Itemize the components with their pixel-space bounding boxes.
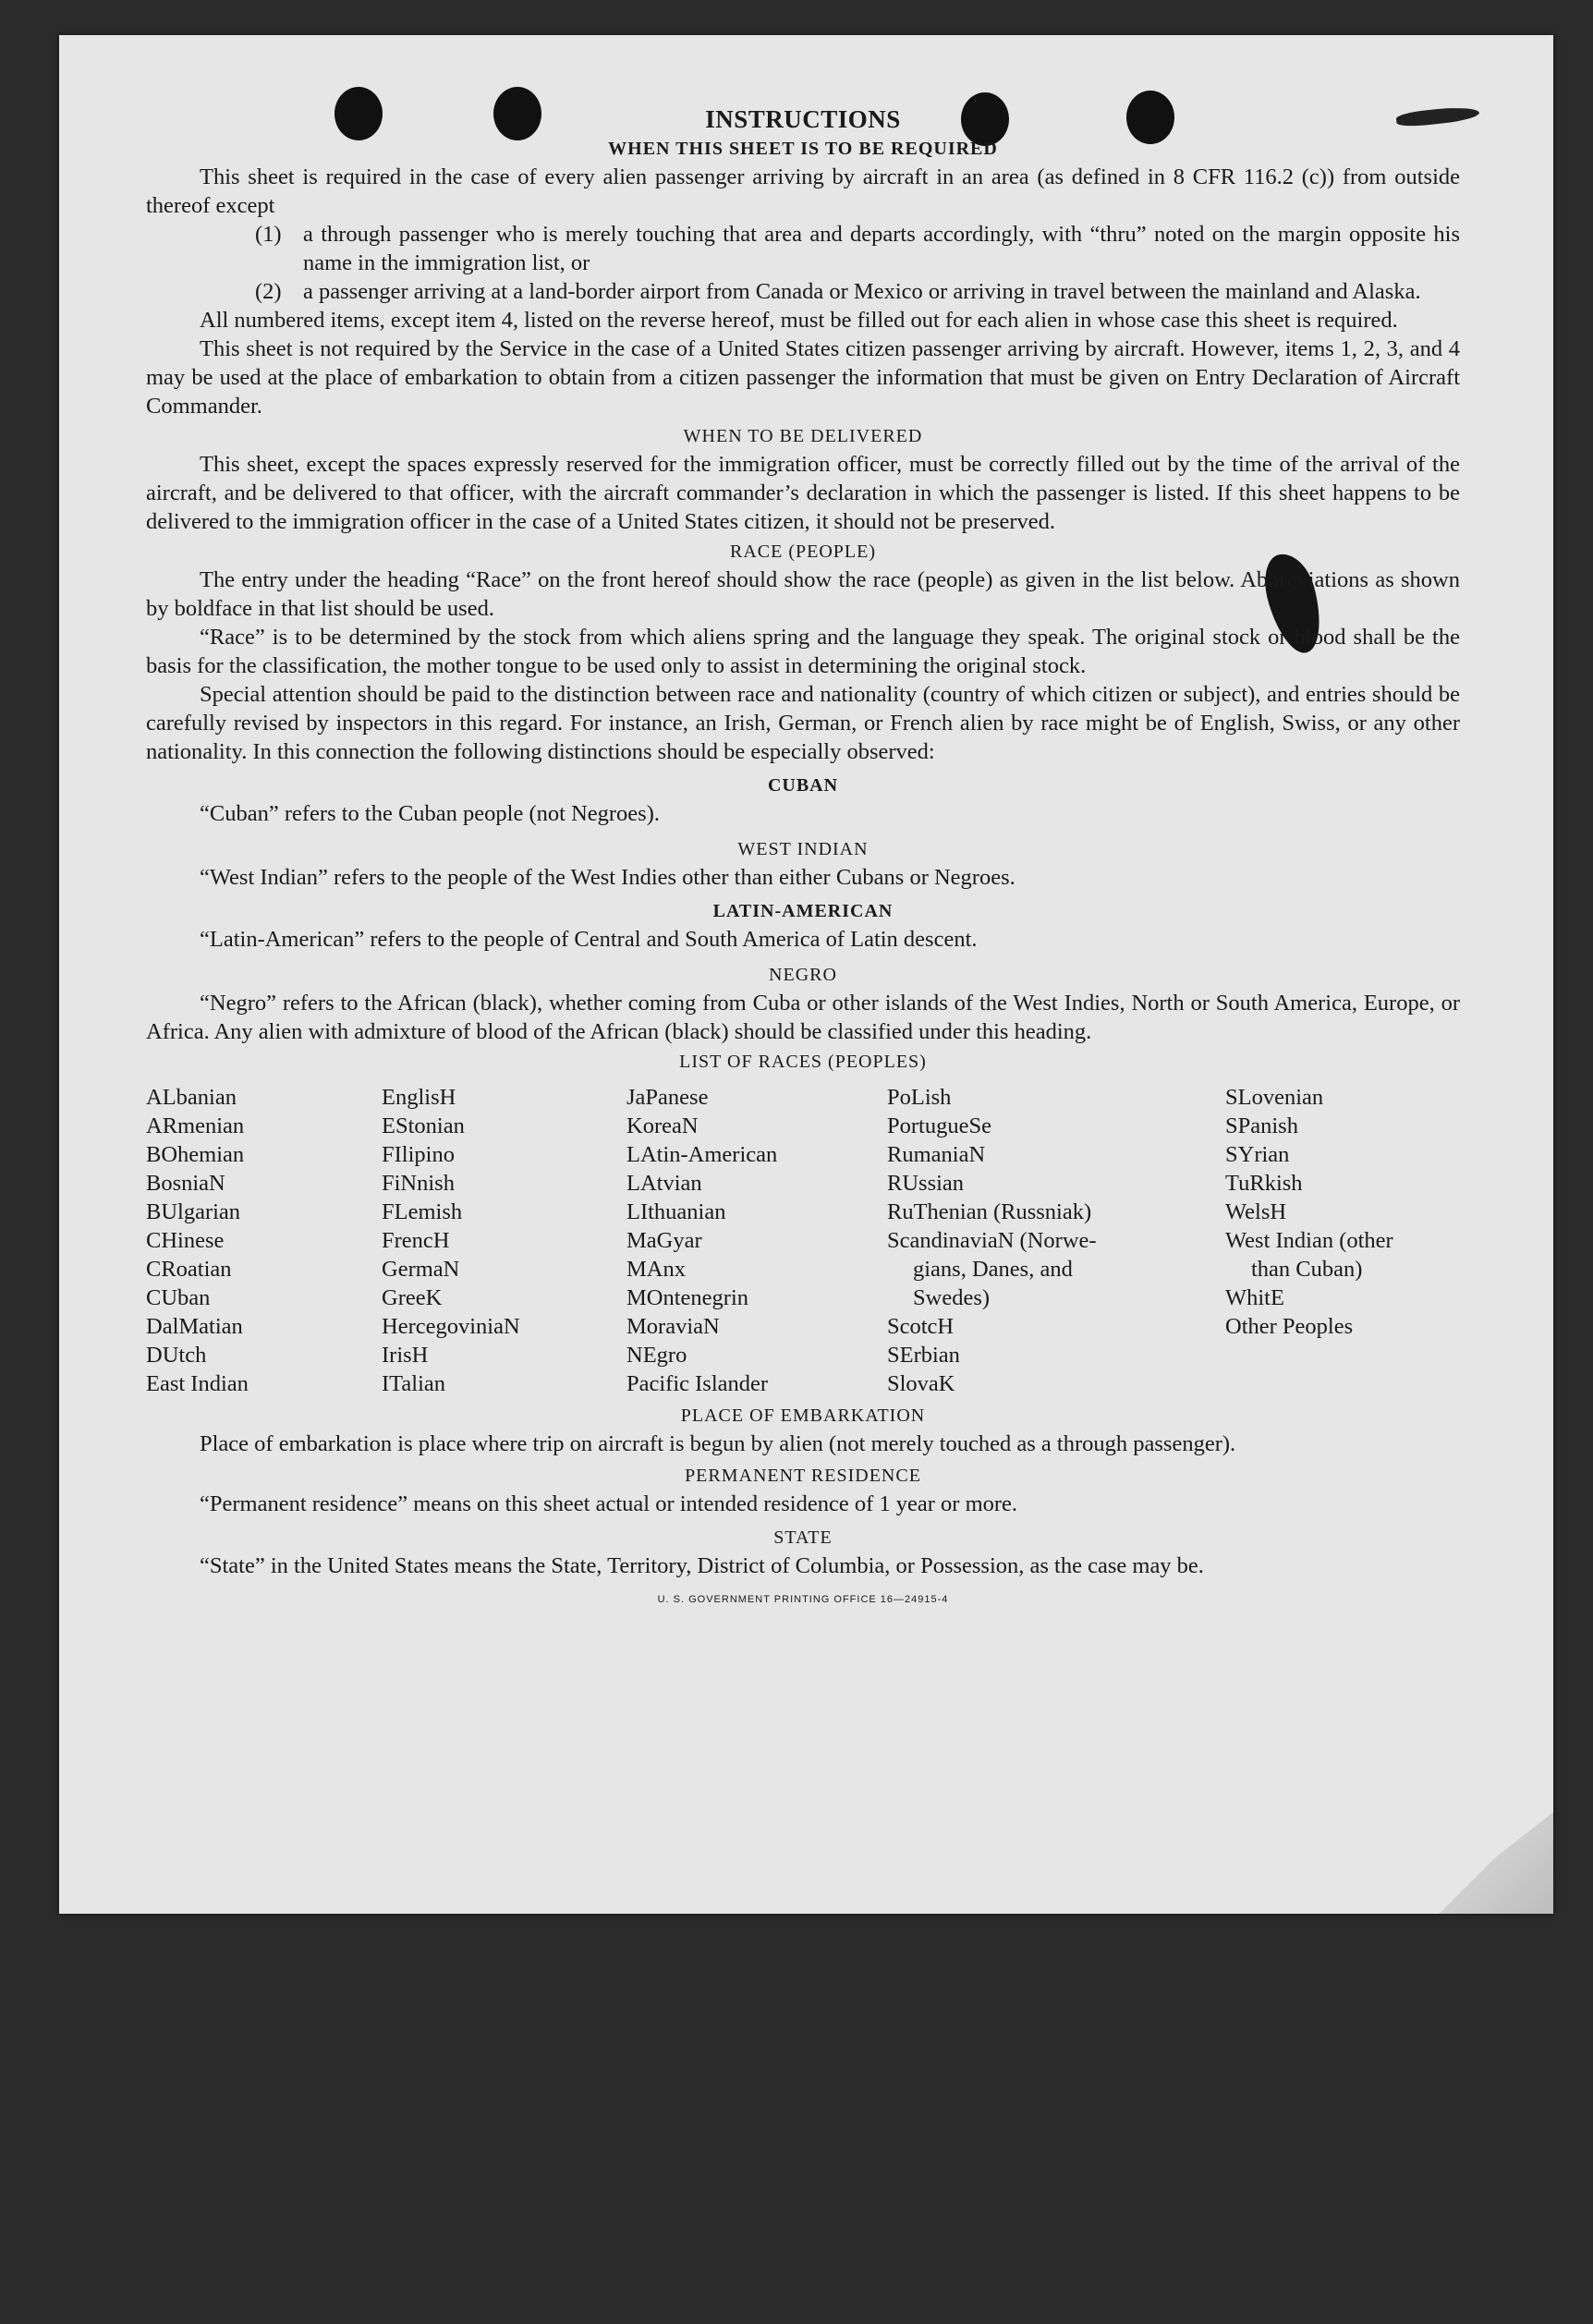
list-item: ScandinaviaN (Norwe- <box>887 1228 1097 1253</box>
paragraph: “Cuban” refers to the Cuban people (not Negroes). <box>200 801 660 826</box>
list-item: SlovaK <box>887 1371 955 1396</box>
list-item <box>255 220 1460 277</box>
list-item: CHinese <box>146 1228 225 1253</box>
paragraph: “Permanent residence” means on this sheet actual or intended residence of 1 year or more. <box>200 1491 1018 1516</box>
list-item: than Cuban) <box>1251 1257 1363 1282</box>
list-item: CRoatian <box>146 1257 232 1282</box>
list-item: PoLish <box>887 1085 952 1110</box>
list-item: JaPanese <box>626 1085 709 1110</box>
paragraph: Special attention should be paid to the distinction between race and nationality (country of which citizen or subject), and entries should be carefully revised by inspectors in this regard. For instance, an Irish, German, or French alien by race might be of English, Swiss, or any other nationality. In this connection the following distinctions should be especially observed: <box>146 682 1460 764</box>
paragraph: This sheet, except the spaces expressly reserved for the immigration officer, must be correctly filled out by the time of the arrival of the aircraft, and be delivered to that officer, with the aircraft commander’s declaration in which the passenger is listed. If this sheet happens to be delivered to the immigration officer in the case of a United States citizen, it should not be preserved. <box>146 452 1460 534</box>
list-item: ARmenian <box>146 1113 245 1138</box>
item-number: (2) <box>255 279 282 304</box>
list-item: BUlgarian <box>146 1199 241 1224</box>
list-item: PortugueSe <box>887 1113 991 1138</box>
list-item: HercegoviniaN <box>382 1314 520 1339</box>
paragraph: This sheet is required in the case of every alien passenger arriving by aircraft in an area (as defined in 8 CFR 116.2 (c)) from outside thereof except <box>146 164 1460 218</box>
list-item <box>255 277 1460 306</box>
list-item: MAnx <box>626 1257 686 1282</box>
list-item: ALbanian <box>146 1085 237 1110</box>
heading-state: STATE <box>773 1527 833 1548</box>
list-item: SLovenian <box>1225 1085 1324 1110</box>
list-item: SErbian <box>887 1343 960 1368</box>
heading-when-delivered: WHEN TO BE DELIVERED <box>683 426 923 446</box>
list-item: DalMatian <box>146 1314 243 1339</box>
list-item: LAtin-American <box>626 1142 778 1167</box>
list-item: NEgro <box>626 1343 687 1368</box>
heading-latin-american: LATIN-AMERICAN <box>712 901 894 921</box>
list-item: WelsH <box>1225 1199 1287 1224</box>
folded-corner <box>1424 1812 1553 1914</box>
list-item: East Indian <box>146 1371 249 1396</box>
paragraph: “Latin-American” refers to the people of Central and South America of Latin descent. <box>200 927 978 952</box>
paragraph: This sheet is not required by the Service in the case of a United States citizen passenger arriving by aircraft. However, items 1, 2, 3, and 4 may be used at the place of embarkation to obtain from a citizen passenger the information that must be given on Entry Declaration of Aircraft Commander. <box>146 336 1460 419</box>
list-item: ITalian <box>382 1371 446 1396</box>
paragraph: The entry under the heading “Race” on the front hereof should show the race (people) as given in the list below. Abbreviations as shown by boldface in that list should be used. <box>146 567 1460 621</box>
paragraph: “State” in the United States means the State, Territory, District of Columbia, or Possession, as the case may be. <box>200 1553 1204 1578</box>
list-item: MoraviaN <box>626 1314 720 1339</box>
list-item: FrencH <box>382 1228 450 1253</box>
item-number: (1) <box>255 222 282 247</box>
heading-cuban: CUBAN <box>767 775 839 796</box>
list-item: RUssian <box>887 1171 965 1196</box>
list-item: DUtch <box>146 1343 207 1368</box>
races-list <box>146 1083 1460 1398</box>
list-item: GreeK <box>382 1285 443 1310</box>
list-item: gians, Danes, and <box>913 1257 1073 1282</box>
list-item: IrisH <box>382 1343 429 1368</box>
races-column <box>626 1083 887 1398</box>
list-item: Other Peoples <box>1225 1314 1354 1339</box>
list-item: West Indian (other <box>1225 1228 1393 1253</box>
list-item: FiNnish <box>382 1171 455 1196</box>
heading-negro: NEGRO <box>769 965 837 985</box>
list-item: SPanish <box>1225 1113 1298 1138</box>
paragraph: “Negro” refers to the African (black), whether coming from Cuba or other islands of the West Indies, North or South America, Europe, or Africa. Any alien with admixture of blood of the African (black) should be classified under this heading. <box>146 991 1460 1044</box>
list-item: FIlipino <box>382 1142 455 1167</box>
list-item: BosniaN <box>146 1171 225 1196</box>
list-item: RumaniaN <box>887 1142 986 1167</box>
list-item: BOhemian <box>146 1142 245 1167</box>
heading-place-of-embarkation: PLACE OF EMBARKATION <box>680 1405 926 1426</box>
heading-race: RACE (PEOPLE) <box>730 541 876 562</box>
races-column <box>146 1083 382 1398</box>
list-item: LAtvian <box>626 1171 702 1196</box>
list-item: KoreaN <box>626 1113 699 1138</box>
list-item: FLemish <box>382 1199 463 1224</box>
list-item: Pacific Islander <box>626 1371 769 1396</box>
races-column <box>887 1083 1225 1398</box>
races-column <box>382 1083 626 1398</box>
item-text: a through passenger who is merely touching that area and departs accordingly, with “thru” noted on the margin opposite his name in the immigration list, or <box>303 222 1460 275</box>
item-text: a passenger arriving at a land-border airport from Canada or Mexico or arriving in travel between the mainland and Alaska. <box>303 279 1421 304</box>
paragraph: “Race” is to be determined by the stock from which aliens spring and the language they speak. The original stock or blood shall be the basis for the classification, the mother tongue to be used only to assist in determining the original stock. <box>146 625 1460 678</box>
list-item: ScotcH <box>887 1314 955 1339</box>
list-item: SYrian <box>1225 1142 1290 1167</box>
heading-permanent-residence: PERMANENT RESIDENCE <box>685 1466 921 1486</box>
list-item: Swedes) <box>913 1285 991 1310</box>
heading-list-of-races: LIST OF RACES (PEOPLES) <box>679 1052 927 1072</box>
printing-office-footer: U. S. GOVERNMENT PRINTING OFFICE 16—24915-4 <box>657 1594 949 1605</box>
list-item: GermaN <box>382 1257 460 1282</box>
instructions-content <box>146 103 1460 1614</box>
list-item: MaGyar <box>626 1228 702 1253</box>
heading-when-required: WHEN THIS SHEET IS TO BE REQUIRED <box>608 139 998 159</box>
list-item: WhitE <box>1225 1285 1284 1310</box>
list-item: MOntenegrin <box>626 1285 748 1310</box>
races-column <box>1225 1083 1460 1398</box>
heading-west-indian: WEST INDIAN <box>737 839 869 859</box>
paragraph: All numbered items, except item 4, listed on the reverse hereof, must be filled out for each alien in whose case this sheet is required. <box>200 308 1398 333</box>
list-item: EStonian <box>382 1113 465 1138</box>
paragraph: “West Indian” refers to the people of the West Indies other than either Cubans or Negroes. <box>200 865 1015 890</box>
list-item: RuThenian (Russniak) <box>887 1199 1092 1224</box>
list-item: LIthuanian <box>626 1199 726 1224</box>
list-item: EnglisH <box>382 1085 456 1110</box>
list-item: CUban <box>146 1285 211 1310</box>
list-item: TuRkish <box>1225 1171 1303 1196</box>
paragraph: Place of embarkation is place where trip on aircraft is begun by alien (not merely touched as a through passenger). <box>200 1431 1236 1456</box>
page-title: INSTRUCTIONS <box>705 105 901 133</box>
